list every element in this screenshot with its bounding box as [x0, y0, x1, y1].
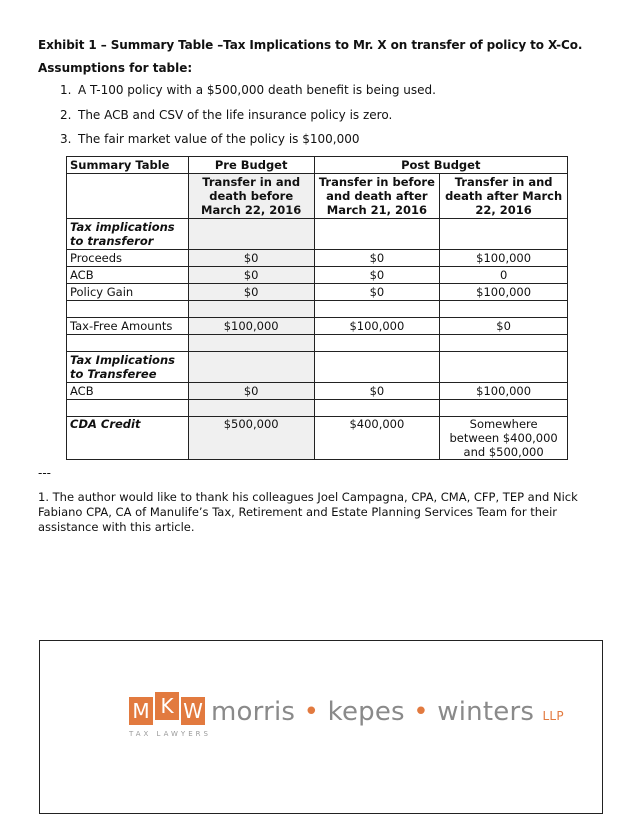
- cell-value: $0: [314, 284, 440, 301]
- row-label: ACB: [67, 383, 189, 400]
- logo-tagline: TAX LAWYERS: [129, 730, 211, 738]
- row-label: ACB: [67, 267, 189, 284]
- bullet: •: [413, 697, 429, 727]
- table-row: [67, 335, 568, 352]
- list-number: 1.: [60, 83, 72, 97]
- empty-cell: [67, 301, 189, 318]
- summary-table: [66, 156, 568, 460]
- cell-value: Somewhere between $400,000 and $500,000: [440, 417, 568, 460]
- cell-value: $0: [188, 250, 314, 267]
- table-row: [67, 417, 568, 460]
- section-transferor: Tax implications to transferor: [67, 219, 189, 250]
- table-header-row: [67, 157, 568, 174]
- cell-value: $0: [314, 250, 440, 267]
- empty-cell: [188, 400, 314, 417]
- table-row: [67, 383, 568, 400]
- header-pre-budget: Pre Budget: [188, 157, 314, 174]
- cell-value: $100,000: [188, 318, 314, 335]
- table-row: [67, 267, 568, 284]
- empty-cell: [314, 352, 440, 383]
- table-row: [67, 219, 568, 250]
- assumptions-list: [60, 83, 436, 157]
- empty-cell: [188, 352, 314, 383]
- list-text: The fair market value of the policy is $100,000: [78, 132, 360, 146]
- empty-cell: [188, 335, 314, 352]
- empty-cell: [67, 400, 189, 417]
- separator: ---: [38, 466, 51, 480]
- cell-value: 0: [440, 267, 568, 284]
- list-item: [60, 83, 436, 108]
- header-post-budget: Post Budget: [314, 157, 567, 174]
- col-header-3: Transfer in and death after March 22, 2016: [440, 174, 568, 219]
- assumptions-heading: Assumptions for table:: [38, 61, 193, 75]
- empty-cell: [440, 352, 568, 383]
- cell-value: $0: [440, 318, 568, 335]
- firm-name-morris: morris: [211, 697, 296, 727]
- col-header-1: Transfer in and death before March 22, 2016: [188, 174, 314, 219]
- table-row: [67, 352, 568, 383]
- list-item: [60, 132, 436, 157]
- table-row: [67, 301, 568, 318]
- empty-cell: [67, 335, 189, 352]
- empty-cell: [188, 219, 314, 250]
- logo-m: M: [129, 697, 153, 725]
- empty-cell: [440, 400, 568, 417]
- firm-name-winters: winters: [437, 697, 535, 727]
- list-number: 2.: [60, 107, 72, 122]
- empty-cell: [440, 335, 568, 352]
- table-row: [67, 400, 568, 417]
- firm-name: [211, 697, 564, 731]
- table-row: [67, 250, 568, 267]
- firm-name-kepes: kepes: [327, 697, 405, 727]
- empty-cell: [440, 219, 568, 250]
- row-label: Tax-Free Amounts: [67, 318, 189, 335]
- cell-value: $0: [188, 267, 314, 284]
- cell-value: $500,000: [188, 417, 314, 460]
- list-text: A T-100 policy with a $500,000 death benefit is being used.: [78, 83, 436, 97]
- empty-cell: [314, 400, 440, 417]
- cell-value: $0: [188, 383, 314, 400]
- empty-cell: [188, 301, 314, 318]
- logo-w: W: [181, 697, 205, 725]
- logo-box: [39, 640, 603, 814]
- list-item: [60, 108, 436, 133]
- col-header-2: Transfer in before and death after March 21, 2016: [314, 174, 440, 219]
- empty-cell: [440, 301, 568, 318]
- cell-value: $0: [188, 284, 314, 301]
- table-row: [67, 318, 568, 335]
- cell-value: $400,000: [314, 417, 440, 460]
- row-label: Policy Gain: [67, 284, 189, 301]
- empty-cell: [314, 335, 440, 352]
- cell-value: $100,000: [440, 284, 568, 301]
- bullet: •: [303, 697, 320, 727]
- cell-value: $100,000: [440, 250, 568, 267]
- exhibit-title: Exhibit 1 – Summary Table –Tax Implications to Mr. X on transfer of policy to X-Co.: [38, 38, 583, 52]
- firm-logo: [129, 694, 564, 738]
- section-transferee: Tax Implications to Transferee: [67, 352, 189, 383]
- cell-value: $0: [314, 383, 440, 400]
- table-row: [67, 284, 568, 301]
- row-label: CDA Credit: [67, 417, 189, 460]
- row-label: Proceeds: [67, 250, 189, 267]
- footnote: 1. The author would like to thank his colleagues Joel Campagna, CPA, CMA, CFP, TEP and Nick Fabiano CPA, CA of Manulife’s Tax, Retirement and Estate Planning Services Team for their assistance with this article.: [38, 490, 578, 534]
- cell-value: $100,000: [314, 318, 440, 335]
- list-text: The ACB and CSV of the life insurance policy is zero.: [78, 107, 393, 122]
- list-number: 3.: [60, 132, 72, 146]
- logo-k: K: [155, 692, 179, 720]
- cell-value: $0: [314, 267, 440, 284]
- empty-cell: [67, 174, 189, 219]
- table-subheader-row: [67, 174, 568, 219]
- empty-cell: [314, 219, 440, 250]
- firm-llp: LLP: [542, 709, 564, 723]
- cell-value: $100,000: [440, 383, 568, 400]
- empty-cell: [314, 301, 440, 318]
- header-summary: Summary Table: [67, 157, 189, 174]
